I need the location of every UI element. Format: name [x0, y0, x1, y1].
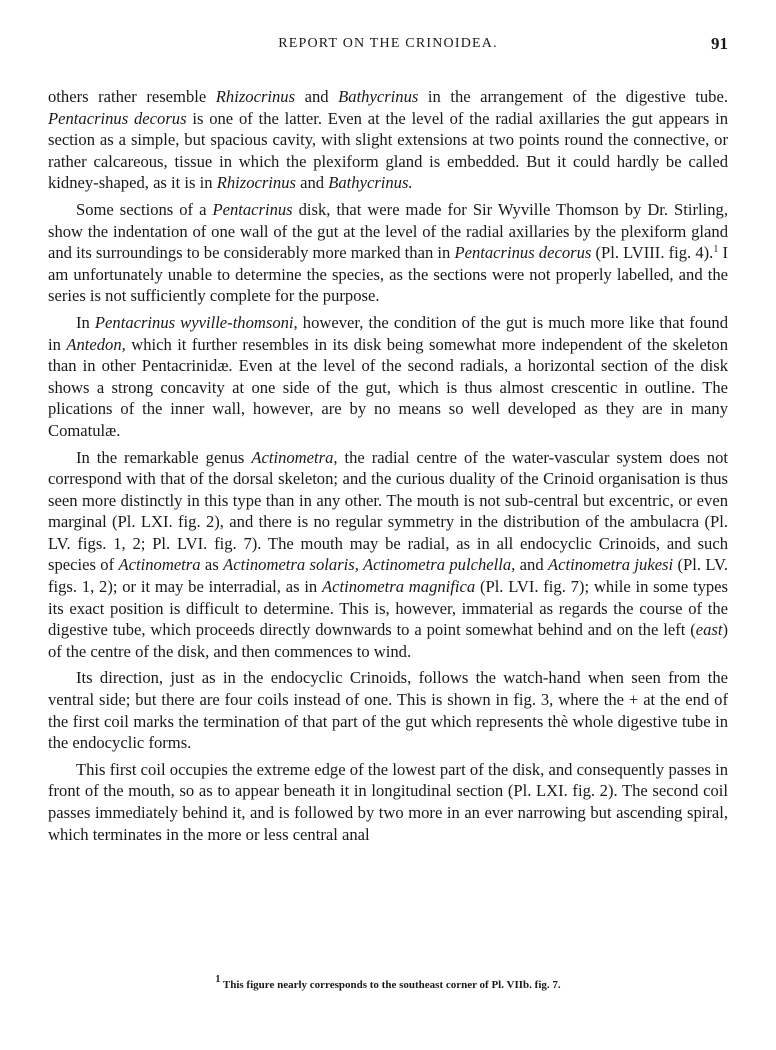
text-run: (Pl. LVI. fig. 7); while in some types its exact position is difficult to determine. This is, however, immaterial as regards the course of the digestive tube, which proceeds directly downwards to a point somewhat behind and on the left ( [48, 577, 728, 640]
italic-text: Actinometra solaris, Actinometra pulchella, [223, 555, 516, 575]
italic-text: Antedon, [66, 334, 126, 354]
italic-text: Pentacrinus decorus [48, 108, 187, 128]
text-run: in the arrangement of the digestive tube. [418, 87, 728, 106]
body-text [48, 86, 728, 850]
italic-text: Pentacrinus wyville-thomsoni, [94, 312, 298, 332]
paragraph [48, 447, 728, 663]
text-run: ) of the centre of the disk, and then commences to wind. [48, 620, 728, 661]
italic-text: Rhizocrinus [215, 87, 296, 106]
text-run: (Pl. LVIII. fig. 4). [591, 243, 714, 263]
paragraph [48, 86, 728, 194]
text-run: (Pl. LV. figs. 1, 2); or it may be interradial, as in [48, 555, 729, 597]
text-run: In [76, 312, 95, 332]
paragraph [48, 199, 728, 307]
page-number: 91 [711, 34, 728, 53]
italic-text: Actinometra jukesi [548, 555, 674, 575]
running-head: REPORT ON THE CRINOIDEA. [278, 36, 498, 51]
italic-text: Rhizocrinus [216, 173, 296, 193]
italic-text: Actinometra magnifica [322, 577, 476, 597]
text-run: the radial centre of the water-vascular system does not correspond with that of the dorsal skeleton; and the curious duality of the Crinoid organisation is thus seen more distinctly in this type than in any other. The mouth is not sub-central but excentric, or even marginal (Pl. LXI. fig. 2), and there is no regular symmetry in the distribution of the ambulacra (Pl. LV. figs. 1, 2; Pl. LVI. fig. 7). The mouth may be radial, as in all endocyclic Crinoids, and such species of [48, 447, 729, 575]
text-run: and [515, 555, 549, 575]
text-run: I am unfortunately unable to determine the species, as the sections were not properly labelled, and the series is not sufficiently complete for the purpose. [48, 243, 729, 306]
italic-text: Bathycrinus. [328, 173, 413, 193]
text-run: This first coil occupies the extreme edge of the lowest part of the disk, and consequently passes in front of the mouth, so as to appear beneath it in longitudinal section (Pl. LXI. fig. 2). The second coil passes immediately behind it, and is followed by two more in an ever narrowing but ascending spiral, which terminates in the more or less central anal [48, 759, 728, 844]
text-run: disk, that were made for Sir Wyville Thomson by Dr. Stirling, show the indentation of one wall of the gut at the level of the radial axillaries by the plexiform gland and its surroundings to be considerably more marked than in [48, 199, 728, 263]
text-run: however, the condition of the gut is much more like that found in [48, 312, 728, 354]
text-run: as [200, 555, 224, 575]
text-run: is one of the latter. Even at the level of the radial axillaries the gut appears in section as a simple, but spacious cavity, with slight extensions at two points round the connective, or rather calcareous, tissue in which the plexiform gland is embedded. But it could hardly be called kidney-shaped, as it is in [48, 108, 728, 193]
italic-text: Actinometra [118, 555, 201, 575]
footnote-text: This figure nearly corresponds to the southeast corner of Pl. VIIb. fig. 7. [220, 979, 561, 991]
italic-text: Pentacrinus [212, 199, 293, 219]
footnote-reference: 1 [713, 244, 719, 256]
text-run: Some sections of a [76, 199, 213, 219]
footnote [48, 974, 728, 991]
paragraph [48, 312, 728, 442]
text-run: which it further resembles in its disk being somewhat more independent of the skeleton than in other Pentacrinidæ. Even at the level of the second radials, a horizontal section of the disk shows a strong concavity at one side of the gut, which is thus almost crescentic in outline. The plications of the inner wall, however, are by no means so well developed as they are in many Comatulæ. [48, 334, 728, 440]
italic-text: east [695, 620, 723, 640]
paragraph [48, 667, 728, 753]
text-run: In the remarkable genus [76, 447, 252, 467]
text-run: Its direction, just as in the endocyclic Crinoids, follows the watch-hand when seen from the ventral side; but there are four coils instead of one. This is shown in fig. 3, where the + at the end of the first coil marks the termination of that part of the gut which represents thè whole digestive tube in the endocyclic forms. [48, 668, 728, 753]
text-run: and [295, 87, 339, 106]
text-run: others rather resemble [48, 87, 216, 106]
paragraph [48, 759, 728, 845]
footnote-marker: 1 [215, 974, 221, 985]
text-run: and [295, 173, 329, 193]
italic-text: Pentacrinus decorus [454, 243, 592, 263]
page-header [48, 36, 728, 60]
italic-text: Actinometra, [251, 447, 338, 467]
italic-text: Bathycrinus [338, 87, 419, 106]
